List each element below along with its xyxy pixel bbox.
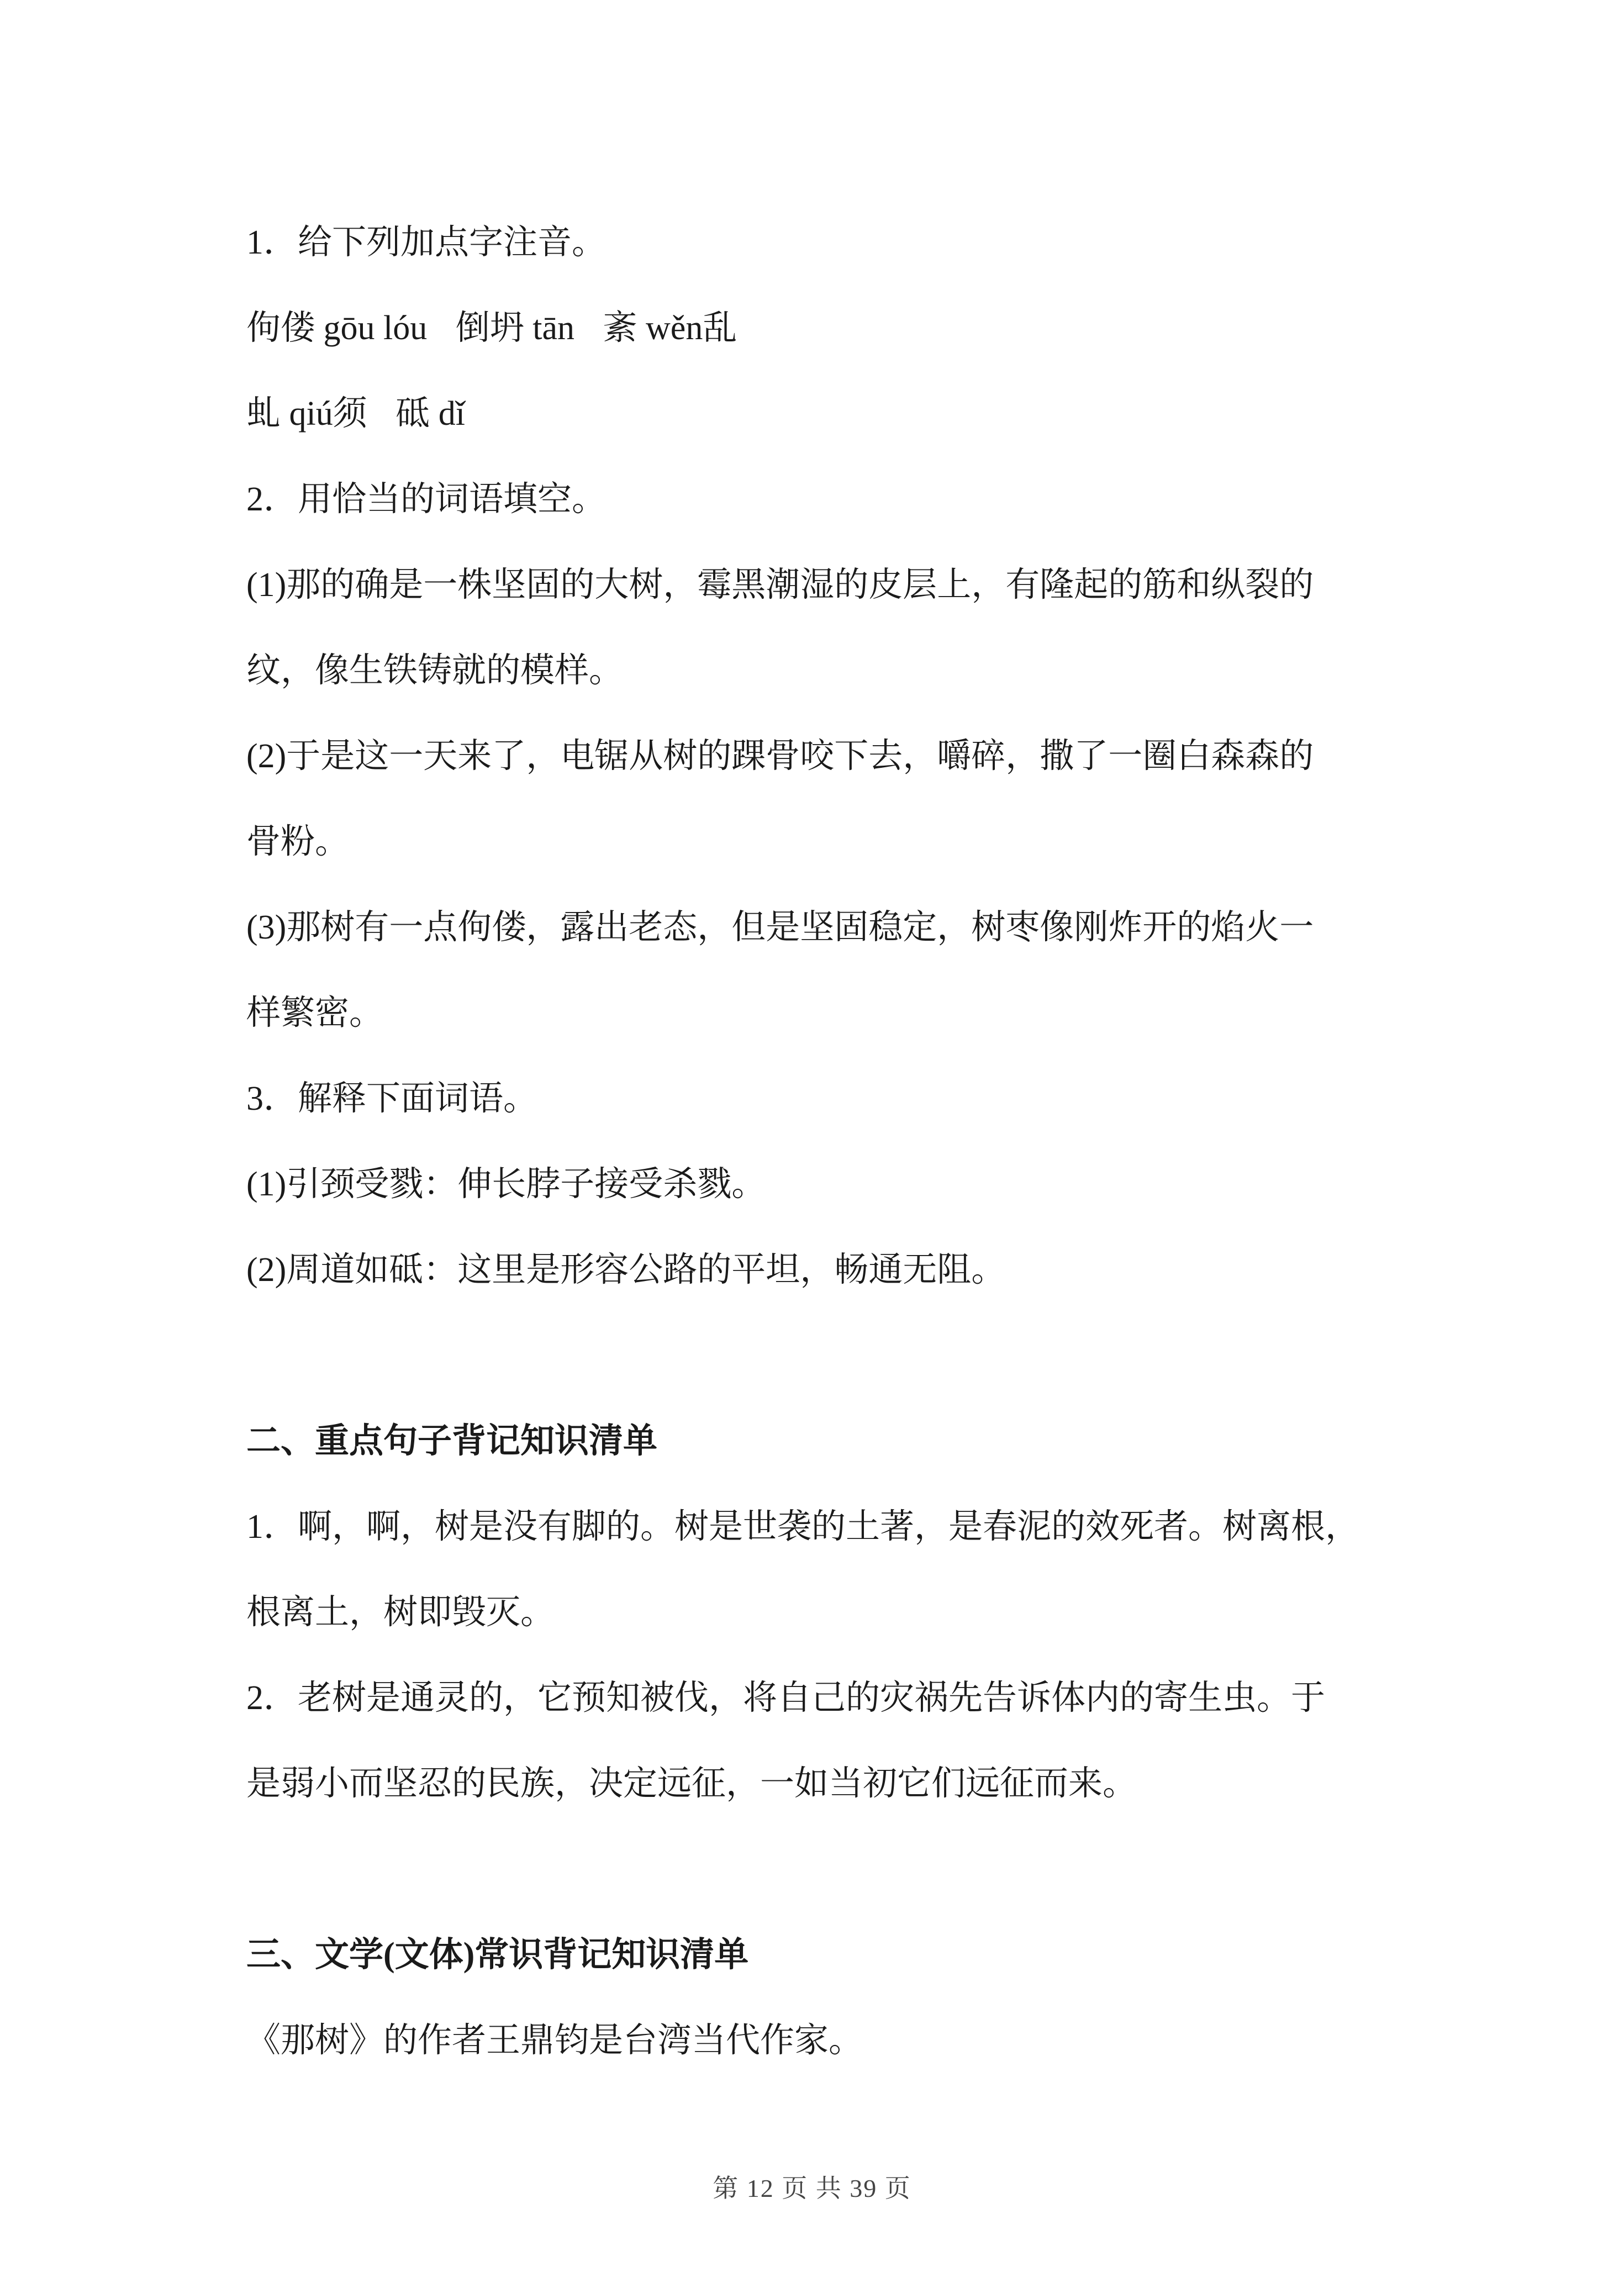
- q1-title: 1．给下列加点字注音。: [246, 224, 607, 261]
- section-2-heading: 二、重点句子背记知识清单: [246, 1422, 658, 1460]
- q1-pinyin-line-1: [246, 311, 737, 345]
- q1-pinyin-line-2: [246, 397, 465, 431]
- word-xu: 须: [333, 395, 367, 433]
- q2-sentence-2-line-2: 骨粉。: [246, 823, 350, 861]
- q3-definition-1: (1)引颈受戮：伸长脖子接受杀戮。: [246, 1166, 766, 1203]
- word-wen: 紊: [603, 309, 637, 347]
- section-2-item-2-line-1: 2．老树是通灵的，它预知被伐，将自己的灾祸先告诉体内的寄生虫。于: [246, 1679, 1326, 1717]
- q3-title: 3．解释下面词语。: [246, 1080, 538, 1117]
- q2-sentence-3-line-1: (3)那树有一点佝偻，露出老态，但是坚固稳定，树枣像刚炸开的焰火一: [246, 909, 1314, 946]
- pinyin-wen: wěn: [646, 309, 703, 347]
- word-daotan: 倒坍: [455, 309, 524, 347]
- section-2-item-1-line-2: 根离土，树即毁灭。: [246, 1594, 555, 1631]
- word-luan: 乱: [703, 309, 737, 347]
- pinyin-di: dǐ: [438, 395, 466, 433]
- word-di: 砥: [396, 395, 430, 433]
- word-goulou: 佝偻: [246, 309, 315, 347]
- word-qiu: 虬: [246, 395, 281, 433]
- pinyin-goulou: gōu lóu: [323, 309, 428, 347]
- section-2-item-2-line-2: 是弱小而坚忍的民族，决定远征，一如当初它们远征而来。: [246, 1765, 1137, 1802]
- section-3-text: 《那树》的作者王鼎钧是台湾当代作家。: [246, 2022, 863, 2059]
- q3-definition-2: (2)周道如砥：这里是形容公路的平坦，畅通无阻。: [246, 1251, 1006, 1289]
- q2-title: 2．用恰当的词语填空。: [246, 481, 607, 518]
- pinyin-tan: tān: [532, 309, 575, 347]
- page-number-footer: 第 12 页 共 39 页: [713, 2174, 911, 2202]
- section-2-item-1-line-1: 1．啊，啊，树是没有脚的。树是世袭的土著，是春泥的效死者。树离根，: [246, 1508, 1360, 1546]
- pinyin-qiu: qiú: [289, 395, 333, 433]
- section-3-heading: 三、文学(文体)常识背记知识清单: [246, 1936, 749, 1974]
- q2-sentence-1-line-1: (1)那的确是一株坚固的大树，霉黑潮湿的皮层上，有隆起的筋和纵裂的: [246, 566, 1314, 604]
- q2-sentence-1-line-2: 纹，像生铁铸就的模样。: [246, 652, 624, 689]
- q2-sentence-3-line-2: 样繁密。: [246, 994, 384, 1032]
- q2-sentence-2-line-1: (2)于是这一天来了，电锯从树的踝骨咬下去，嚼碎，撒了一圈白森森的: [246, 737, 1314, 775]
